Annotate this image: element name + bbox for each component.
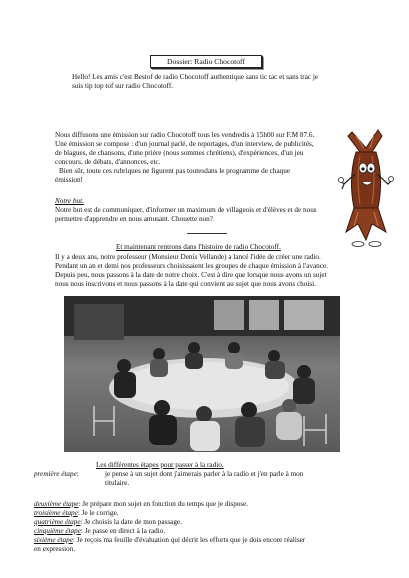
program-line-3: de blagues, de chansons, d'une prière (nous sommes chrétiens), d'expériences, d'un jeu: [55, 149, 304, 157]
step-1: première étape:: [34, 470, 79, 478]
history-line-4: nous nous inscrivons et nous passons à la date qui convient au sujet que nous avons choisi.: [55, 280, 316, 288]
goal-line-2: permettre d'apprendre en nous amusant. Chouette non?: [55, 215, 213, 223]
step-label: première étape: [34, 470, 77, 478]
step-label: sixième étape: [34, 536, 73, 544]
history-line-1: Il y a deux ans, notre professeur (Monsieur Denis Vellande) a lancé l'idée de créer une radio.: [55, 253, 321, 261]
step-4: quatrième étape: Je choisis la date de mon passage.: [34, 518, 182, 526]
program-line-2: Une émission se compose : d'un journal parlé, de reportages, d'un interview, de publicités,: [55, 140, 314, 148]
step-text: Je prépare mon sujet en fonction du temps que je dispose.: [82, 500, 249, 508]
steps-heading: Les différentes étapes pour passer à la radio.: [96, 461, 224, 469]
step-text: Je le corrige.: [81, 509, 119, 517]
program-line-1: Nous diffusons une émission sur radio Chocotoff tous les vendredis à 15h00 sur F.M 87.6.: [55, 131, 315, 139]
step-5: cinquième étape: Je passe en direct à la radio.: [34, 527, 166, 535]
chocotoff-mascot-icon: [338, 128, 394, 248]
step-label: troisième étape: [34, 509, 78, 517]
step-6: sixième étape: Je reçois ma feuille d'évaluation qui décrit les efforts que je dois encore réaliser: [34, 536, 306, 544]
section-divider: [187, 233, 227, 234]
goal-line-1: Notre but est de communiquer, d'informer un maximum de villageois et d'élèves et de nous: [55, 206, 317, 214]
step-1-text-cont: titulaire.: [105, 479, 130, 487]
step-2: deuxième étape: Je prépare mon sujet en fonction du temps que je dispose.: [34, 500, 249, 508]
program-line-6: émission!: [55, 176, 83, 184]
program-line-5: Bien sûr, toute ces rubriques ne figurent pas toutesdans le programme de chaque: [59, 167, 291, 175]
step-text: Je choisis la date de mon passage.: [84, 518, 182, 526]
step-text: Je reçois ma feuille d'évaluation qui décrit les efforts que je dois encore réaliser: [76, 536, 306, 544]
history-line-2: Pendant un an et demi nos professeurs choisissaient les groupes de chaque émission à l'avance.: [55, 262, 328, 270]
intro-line-2: suis tip top tof sur radio Chocotoff.: [72, 82, 174, 90]
goal-heading: Notre but.: [55, 197, 84, 205]
step-6-text-cont: en expression.: [34, 545, 76, 553]
step-label: cinquième étape: [34, 527, 81, 535]
history-heading: Et maintenant rentrons dans l'histoire de radio Chocotoff.: [116, 243, 281, 251]
classroom-photo: [64, 296, 340, 452]
step-1-text: je pense à un sujet dont j'aimerais parler à la radio et j'en parle à mon: [105, 470, 304, 478]
step-3: troisième étape: Je le corrige.: [34, 509, 119, 517]
program-line-4: concours, de débats, d'annonces, etc.: [55, 158, 161, 166]
step-label: deuxième étape: [34, 500, 79, 508]
intro-line-1: Hello! Les amis c'est Bestof de radio Chocotoff authentique sans tic tac et sans trac je: [72, 73, 319, 81]
step-label: quatrième étape: [34, 518, 81, 526]
page-title: Dossier: Radio Chocotoff: [150, 55, 262, 68]
step-text: Je passe en direct à la radio.: [84, 527, 166, 535]
history-line-3: Depuis peu, nous passons à la date de notre choix. C'est à dire que lorsque nous avons un sujet: [55, 271, 327, 279]
